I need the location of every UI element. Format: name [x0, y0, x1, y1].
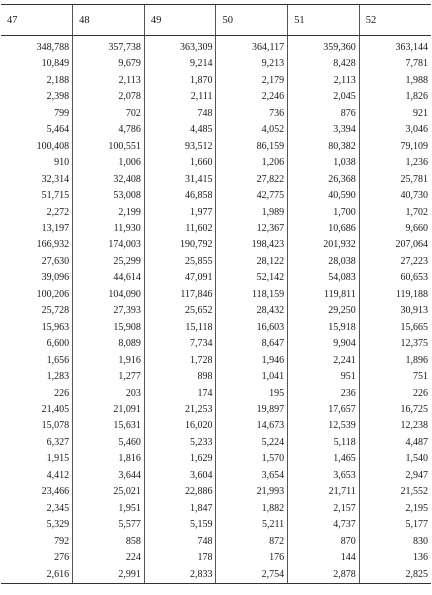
table-cell: 17,657 — [288, 402, 360, 418]
table-cell: 1,656 — [46, 354, 70, 366]
table-cell: 9,904 — [288, 336, 360, 352]
table-cell: 40,590 — [288, 188, 360, 204]
table-cell: 348,788 — [36, 42, 70, 53]
table-cell: 11,930 — [73, 221, 145, 237]
table-cell: 1,989 — [216, 205, 288, 221]
table-cell: 5,159 — [144, 517, 216, 533]
table-row — [1, 468, 431, 484]
statistics-table — [1, 4, 431, 584]
table-cell: 80,382 — [288, 139, 360, 155]
table-cell: 921 — [359, 106, 431, 122]
table-cell: 25,299 — [73, 254, 145, 270]
table-row — [1, 139, 431, 155]
table-cell: 2,616 — [1, 567, 73, 584]
table-cell: 28,122 — [216, 254, 288, 270]
table-cell: 4,737 — [288, 517, 360, 533]
table-cell: 27,223 — [359, 254, 431, 270]
table-cell: 100,551 — [73, 139, 145, 155]
table-cell: 898 — [144, 369, 216, 385]
table-cell: 363,309 — [144, 36, 216, 57]
table-cell: 12,375 — [359, 336, 431, 352]
table-cell: 5,177 — [359, 517, 431, 533]
table-cell: 951 — [288, 369, 360, 385]
table-cell: 178 — [144, 550, 216, 566]
table-row — [1, 402, 431, 418]
table-cell: 100,408 — [36, 140, 70, 152]
table-cell: 1,946 — [216, 353, 288, 369]
table-cell: 1,826 — [359, 89, 431, 105]
table-cell: 5,460 — [73, 435, 145, 451]
table-cell: 51,715 — [41, 190, 70, 202]
table-row — [1, 435, 431, 451]
table-cell: 1,816 — [73, 451, 145, 467]
table-cell: 25,781 — [359, 172, 431, 188]
table-cell: 1,915 — [46, 453, 70, 465]
table-cell: 2,754 — [216, 567, 288, 584]
table-cell: 870 — [288, 534, 360, 550]
table-row — [1, 122, 431, 138]
table-cell: 25,855 — [144, 254, 216, 270]
table-cell: 2,045 — [288, 89, 360, 105]
table-cell: 3,394 — [288, 122, 360, 138]
table-row — [1, 501, 431, 517]
table-row — [1, 303, 431, 319]
table-cell: 44,614 — [73, 270, 145, 286]
table-cell: 30,913 — [359, 303, 431, 319]
table-row — [1, 237, 431, 253]
table-cell: 3,046 — [359, 122, 431, 138]
table-cell: 12,238 — [359, 418, 431, 434]
table-cell: 25,021 — [73, 484, 145, 500]
table-cell: 872 — [216, 534, 288, 550]
table-cell: 359,360 — [288, 36, 360, 57]
table-cell: 6,327 — [46, 436, 70, 448]
table-body — [1, 36, 431, 584]
table-cell: 144 — [288, 550, 360, 566]
table-row — [1, 517, 431, 533]
table-cell: 16,603 — [216, 320, 288, 336]
table-cell: 2,833 — [144, 567, 216, 584]
table-cell: 4,786 — [73, 122, 145, 138]
table-cell: 1,988 — [359, 73, 431, 89]
table-cell: 11,602 — [144, 221, 216, 237]
table-cell: 15,118 — [144, 320, 216, 336]
table-cell: 29,250 — [288, 303, 360, 319]
table-cell: 32,408 — [73, 172, 145, 188]
table-header — [1, 5, 431, 36]
table-cell: 28,038 — [288, 254, 360, 270]
table-cell: 47,091 — [144, 270, 216, 286]
table-cell: 2,241 — [288, 353, 360, 369]
table-cell: 1,896 — [359, 353, 431, 369]
table-cell: 15,078 — [41, 420, 70, 432]
table-cell: 751 — [359, 369, 431, 385]
table-cell: 79,109 — [359, 139, 431, 155]
table-cell: 1,660 — [144, 155, 216, 171]
table-cell: 830 — [359, 534, 431, 550]
table-cell: 117,846 — [144, 287, 216, 303]
table-cell: 16,725 — [359, 402, 431, 418]
table-cell: 357,738 — [73, 36, 145, 57]
table-row — [1, 106, 431, 122]
table-cell: 2,947 — [359, 468, 431, 484]
table-cell: 23,466 — [41, 486, 70, 498]
table-cell: 21,552 — [359, 484, 431, 500]
table-cell: 201,932 — [288, 237, 360, 253]
table-cell: 4,412 — [46, 469, 70, 481]
table-cell: 2,078 — [73, 89, 145, 105]
table-cell: 14,673 — [216, 418, 288, 434]
column-header: 47 — [1, 5, 73, 36]
table-cell: 1,236 — [359, 155, 431, 171]
table-row — [1, 386, 431, 402]
table-cell: 1,038 — [288, 155, 360, 171]
table-cell: 19,897 — [216, 402, 288, 418]
table-cell: 15,631 — [73, 418, 145, 434]
table-row — [1, 254, 431, 270]
table-cell: 2,246 — [216, 89, 288, 105]
table-cell: 5,329 — [46, 519, 70, 531]
table-cell: 190,792 — [144, 237, 216, 253]
table-cell: 9,679 — [73, 56, 145, 72]
table-row — [1, 484, 431, 500]
table-cell: 910 — [54, 157, 70, 169]
table-row — [1, 287, 431, 303]
table-cell: 2,991 — [73, 567, 145, 584]
table-row — [1, 369, 431, 385]
table-row — [1, 336, 431, 352]
table-cell: 15,963 — [41, 321, 70, 333]
column-header: 50 — [216, 5, 288, 36]
table-cell: 2,272 — [46, 206, 70, 218]
table-cell: 118,159 — [216, 287, 288, 303]
table-cell: 21,711 — [288, 484, 360, 500]
table-cell: 1,277 — [73, 369, 145, 385]
statistics-table-page — [1, 4, 431, 584]
table-cell: 15,908 — [73, 320, 145, 336]
table-cell: 15,918 — [288, 320, 360, 336]
table-cell: 60,653 — [359, 270, 431, 286]
table-cell: 25,652 — [144, 303, 216, 319]
table-row — [1, 89, 431, 105]
table-row — [1, 56, 431, 72]
table-cell: 1,882 — [216, 501, 288, 517]
table-cell: 31,415 — [144, 172, 216, 188]
table-cell: 104,090 — [73, 287, 145, 303]
table-cell: 3,653 — [288, 468, 360, 484]
table-cell: 119,811 — [288, 287, 360, 303]
table-cell: 736 — [216, 106, 288, 122]
table-row — [1, 270, 431, 286]
table-cell: 1,977 — [144, 205, 216, 221]
table-cell: 2,825 — [359, 567, 431, 584]
table-cell: 1,702 — [359, 205, 431, 221]
table-cell: 876 — [288, 106, 360, 122]
table-cell: 93,512 — [144, 139, 216, 155]
table-cell: 1,465 — [288, 451, 360, 467]
table-row — [1, 534, 431, 550]
table-cell: 40,730 — [359, 188, 431, 204]
table-cell: 46,858 — [144, 188, 216, 204]
column-header: 48 — [73, 5, 145, 36]
table-cell: 32,314 — [41, 173, 70, 185]
table-cell: 39,096 — [41, 272, 70, 284]
table-cell: 2,195 — [359, 501, 431, 517]
table-cell: 799 — [54, 107, 70, 119]
table-cell: 100,206 — [36, 288, 70, 300]
table-cell: 2,878 — [288, 567, 360, 584]
table-row — [1, 172, 431, 188]
table-cell: 276 — [54, 552, 70, 564]
table-cell: 363,144 — [359, 36, 431, 57]
table-cell: 21,253 — [144, 402, 216, 418]
table-row — [1, 221, 431, 237]
header-row — [1, 5, 431, 36]
table-cell: 21,993 — [216, 484, 288, 500]
table-cell: 174,003 — [73, 237, 145, 253]
table-cell: 226 — [359, 386, 431, 402]
table-cell: 5,118 — [288, 435, 360, 451]
table-cell: 25,728 — [41, 305, 70, 317]
table-cell: 2,188 — [46, 74, 70, 86]
table-row — [1, 155, 431, 171]
table-cell: 27,630 — [41, 255, 70, 267]
table-cell: 21,091 — [73, 402, 145, 418]
table-cell: 203 — [73, 386, 145, 402]
table-cell: 26,368 — [288, 172, 360, 188]
table-cell: 858 — [73, 534, 145, 550]
column-header: 49 — [144, 5, 216, 36]
table-cell: 2,157 — [288, 501, 360, 517]
table-cell: 1,629 — [144, 451, 216, 467]
table-cell: 748 — [144, 106, 216, 122]
table-cell: 1,006 — [73, 155, 145, 171]
table-cell: 54,083 — [288, 270, 360, 286]
column-header: 52 — [359, 5, 431, 36]
table-cell: 2,179 — [216, 73, 288, 89]
table-cell: 4,052 — [216, 122, 288, 138]
table-cell: 2,345 — [46, 502, 70, 514]
table-cell: 4,485 — [144, 122, 216, 138]
table-cell: 1,951 — [73, 501, 145, 517]
table-cell: 8,428 — [288, 56, 360, 72]
table-cell: 21,405 — [41, 403, 70, 415]
table-cell: 5,577 — [73, 517, 145, 533]
table-cell: 4,487 — [359, 435, 431, 451]
table-row — [1, 451, 431, 467]
table-cell: 28,432 — [216, 303, 288, 319]
table-cell: 53,008 — [73, 188, 145, 204]
table-cell: 2,113 — [73, 73, 145, 89]
table-cell: 8,647 — [216, 336, 288, 352]
table-cell: 1,700 — [288, 205, 360, 221]
table-row — [1, 550, 431, 566]
table-cell: 174 — [144, 386, 216, 402]
column-header: 51 — [288, 5, 360, 36]
table-cell: 86,159 — [216, 139, 288, 155]
table-cell: 2,111 — [144, 89, 216, 105]
table-cell: 22,886 — [144, 484, 216, 500]
table-row — [1, 205, 431, 221]
table-cell: 5,224 — [216, 435, 288, 451]
table-cell: 6,600 — [46, 338, 70, 350]
table-cell: 1,916 — [73, 353, 145, 369]
table-cell: 748 — [144, 534, 216, 550]
table-cell: 226 — [54, 387, 70, 399]
table-row — [1, 188, 431, 204]
table-cell: 1,283 — [46, 371, 70, 383]
table-cell: 1,870 — [144, 73, 216, 89]
table-cell: 1,540 — [359, 451, 431, 467]
table-cell: 1,041 — [216, 369, 288, 385]
table-cell: 12,367 — [216, 221, 288, 237]
table-cell: 9,214 — [144, 56, 216, 72]
table-row — [1, 418, 431, 434]
table-row — [1, 73, 431, 89]
table-cell: 7,781 — [359, 56, 431, 72]
table-cell: 12,539 — [288, 418, 360, 434]
table-cell: 136 — [359, 550, 431, 566]
table-cell: 10,849 — [41, 58, 70, 70]
table-cell: 5,464 — [46, 124, 70, 136]
table-cell: 1,728 — [144, 353, 216, 369]
table-cell: 3,654 — [216, 468, 288, 484]
table-cell: 8,089 — [73, 336, 145, 352]
table-cell: 236 — [288, 386, 360, 402]
table-cell: 13,197 — [41, 222, 70, 234]
table-cell: 27,822 — [216, 172, 288, 188]
table-cell: 5,211 — [216, 517, 288, 533]
table-cell: 176 — [216, 550, 288, 566]
table-cell: 27,393 — [73, 303, 145, 319]
table-row — [1, 567, 431, 584]
table-cell: 52,142 — [216, 270, 288, 286]
table-cell: 2,113 — [288, 73, 360, 89]
table-cell: 9,660 — [359, 221, 431, 237]
table-cell: 3,644 — [73, 468, 145, 484]
table-cell: 207,064 — [359, 237, 431, 253]
table-cell: 15,665 — [359, 320, 431, 336]
table-cell: 224 — [73, 550, 145, 566]
table-cell: 198,423 — [216, 237, 288, 253]
table-cell: 1,847 — [144, 501, 216, 517]
table-cell: 1,570 — [216, 451, 288, 467]
table-cell: 7,734 — [144, 336, 216, 352]
table-row — [1, 36, 431, 57]
table-cell: 10,686 — [288, 221, 360, 237]
table-cell: 364,117 — [216, 36, 288, 57]
table-cell: 42,775 — [216, 188, 288, 204]
table-cell: 702 — [73, 106, 145, 122]
table-row — [1, 353, 431, 369]
table-cell: 119,188 — [359, 287, 431, 303]
table-cell: 9,213 — [216, 56, 288, 72]
table-cell: 2,398 — [46, 91, 70, 103]
table-cell: 5,233 — [144, 435, 216, 451]
table-cell: 16,020 — [144, 418, 216, 434]
table-row — [1, 320, 431, 336]
table-cell: 195 — [216, 386, 288, 402]
table-cell: 166,932 — [36, 239, 70, 251]
table-cell: 3,604 — [144, 468, 216, 484]
table-cell: 1,206 — [216, 155, 288, 171]
table-cell: 2,199 — [73, 205, 145, 221]
table-cell: 792 — [54, 535, 70, 547]
